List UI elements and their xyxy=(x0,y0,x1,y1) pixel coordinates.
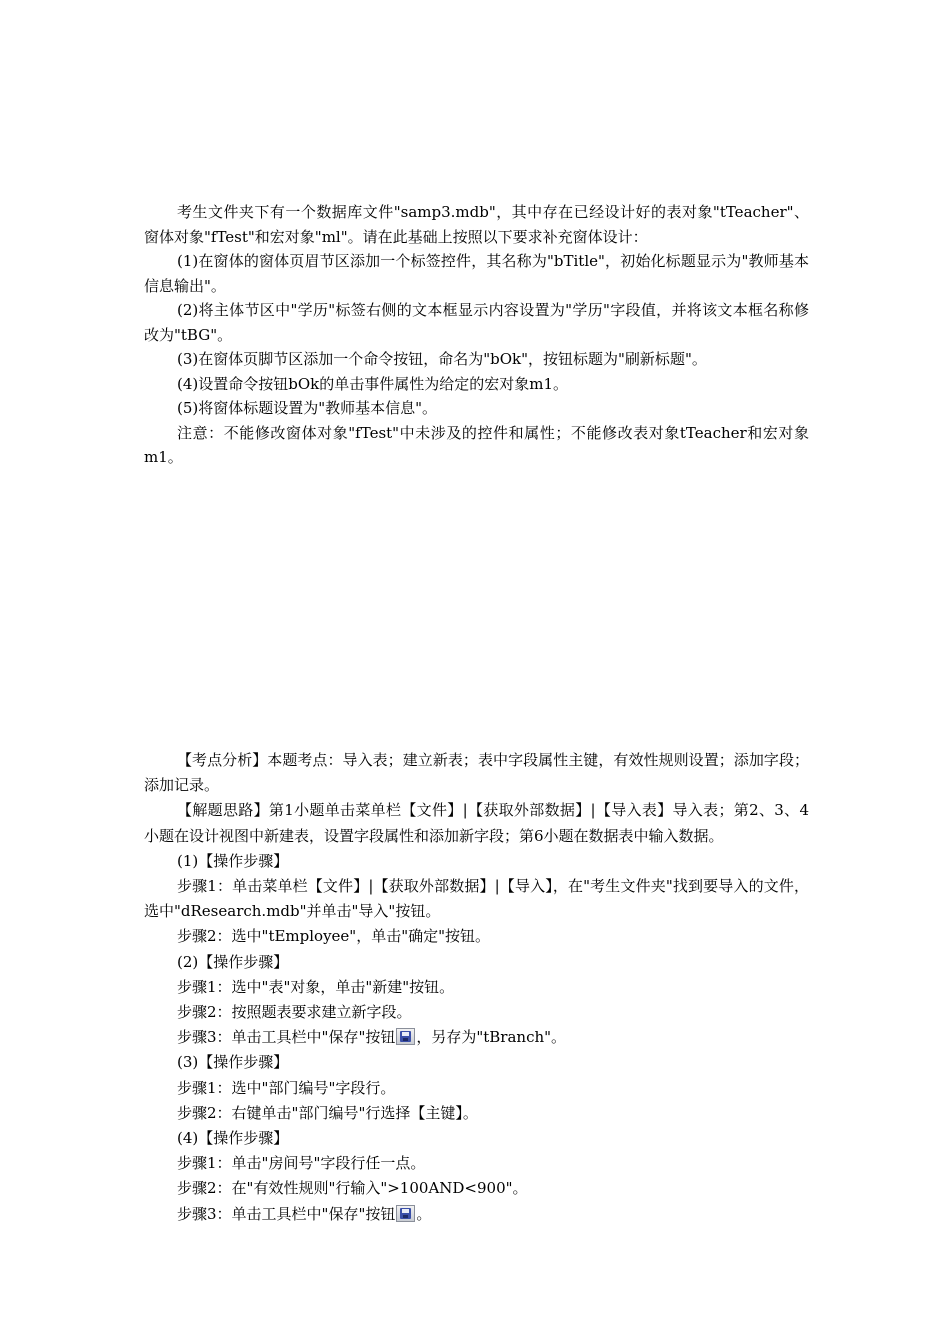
answer-part-1-step-1: 步骤1：单击菜单栏【文件】|【获取外部数据】|【导入】，在"考生文件夹"找到要导入的文件，选中"dResearch.mdb"并单击"导入"按钮。 xyxy=(144,877,809,921)
answer-part-4-heading: (4)【操作步骤】 xyxy=(177,1129,289,1148)
question-item-2: (2)将主体节区中"学历"标签右侧的文本框显示内容设置为"学历"字段值，并将该文本框名称修改为"tBG"。 xyxy=(144,301,809,344)
answer-part-3-step-1: 步骤1：选中"部门编号"字段行。 xyxy=(177,1078,396,1097)
answer-part-4-step-1: 步骤1：单击"房间号"字段行任一点。 xyxy=(177,1154,426,1173)
answer-part-2-step-1: 步骤1：选中"表"对象，单击"新建"按钮。 xyxy=(177,977,455,996)
answer-part-3-step-2: 步骤2：右键单击"部门编号"行选择【主键】。 xyxy=(177,1103,478,1122)
answer-approach: 【解题思路】第1小题单击菜单栏【文件】|【获取外部数据】|【导入表】导入表；第2、3、4小题在设计视图中新建表，设置字段属性和添加新字段；第6小题在数据表中输入数据。 xyxy=(144,801,809,845)
question-intro: 考生文件夹下有一个数据库文件"samp3.mdb"，其中存在已经设计好的表对象"tTeacher"、窗体对象"fTest"和宏对象"ml"。请在此基础上按照以下要求补充窗体设计： xyxy=(144,203,809,246)
question-note: 注意：不能修改窗体对象"fTest"中未涉及的控件和属性；不能修改表对象tTeacher和宏对象m1。 xyxy=(144,423,809,466)
step-text: 。 xyxy=(416,1204,432,1223)
answer-part-2-step-2: 步骤2：按照题表要求建立新字段。 xyxy=(177,1003,412,1022)
answer-part-2-heading: (2)【操作步骤】 xyxy=(177,952,289,971)
save-disk-icon xyxy=(396,1205,415,1222)
question-item-1: (1)在窗体的窗体页眉节区添加一个标签控件，其名称为"bTitle"，初始化标题显示为"教师基本信息输出"。 xyxy=(144,252,809,295)
answer-part-4-step-3 xyxy=(144,1202,809,1227)
answer-part-4-step-2: 步骤2：在"有效性规则"行输入">100AND<900"。 xyxy=(177,1179,528,1198)
question-item-4: (4)设置命令按钮bOk的单击事件属性为给定的宏对象m1。 xyxy=(177,374,569,393)
question-section xyxy=(144,200,809,470)
answer-part-1-step-2: 步骤2：选中"tEmployee"，单击"确定"按钮。 xyxy=(177,927,491,946)
answer-part-1-heading: (1)【操作步骤】 xyxy=(177,851,289,870)
step-text: 步骤3：单击工具栏中"保存"按钮 xyxy=(177,1028,396,1047)
question-item-3: (3)在窗体页脚节区添加一个命令按钮，命名为"bOk"，按钮标题为"刷新标题"。 xyxy=(177,350,707,368)
question-item-5: (5)将窗体标题设置为"教师基本信息"。 xyxy=(177,399,438,417)
answer-section xyxy=(144,748,809,1227)
answer-analysis: 【考点分析】本题考点：导入表；建立新表；表中字段属性主键，有效性规则设置；添加字段；添加记录。 xyxy=(144,751,809,795)
save-disk-icon xyxy=(396,1028,415,1045)
answer-part-2-step-3 xyxy=(144,1025,809,1050)
step-text: 步骤3：单击工具栏中"保存"按钮 xyxy=(177,1204,396,1223)
step-text: ，另存为"tBranch"。 xyxy=(416,1028,567,1047)
answer-part-3-heading: (3)【操作步骤】 xyxy=(177,1053,289,1072)
